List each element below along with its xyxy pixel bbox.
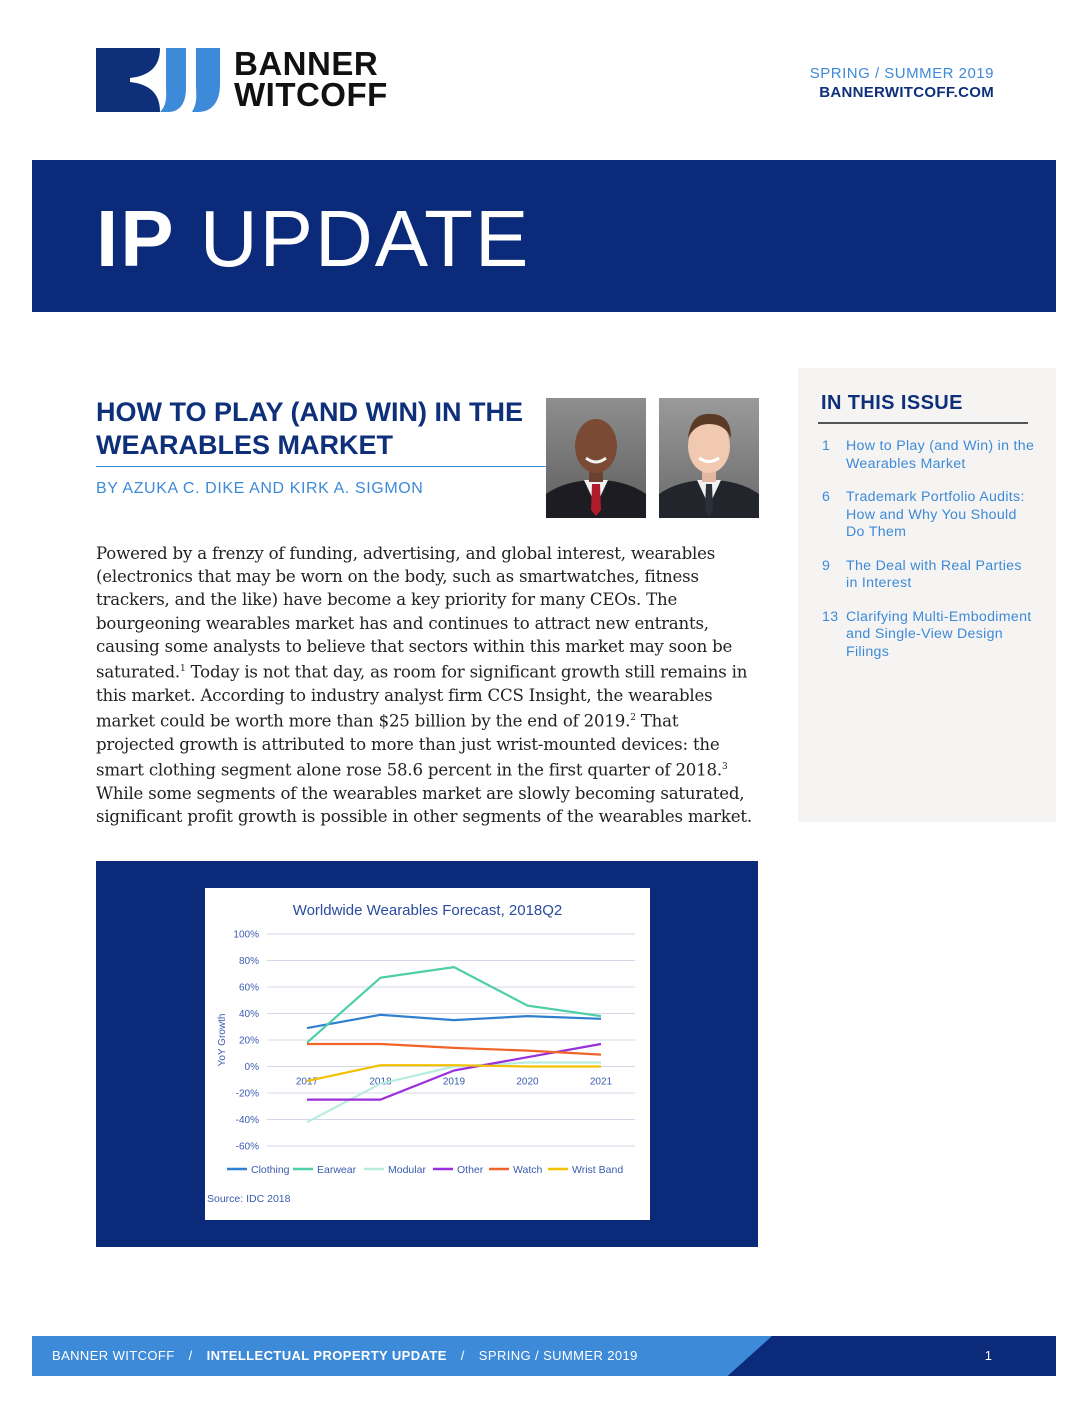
chart-title: Worldwide Wearables Forecast, 2018Q2 xyxy=(292,902,563,919)
y-tick-label: 20% xyxy=(238,1035,259,1047)
y-tick-label: 0% xyxy=(244,1062,259,1073)
toc-page-number: 6 xyxy=(822,489,831,505)
footer-brand: BANNER WITCOFF xyxy=(52,1348,175,1363)
logo-line-2: WITCOFF xyxy=(234,76,388,113)
chart-card xyxy=(205,888,650,1220)
toc-item-title: Clarifying Multi-Embodiment and Single-View Design Filings xyxy=(846,608,1032,660)
series-line-watch xyxy=(307,1044,601,1055)
toc-page-number: 9 xyxy=(822,557,831,574)
author-photo-1 xyxy=(546,398,646,518)
legend-label: Clothing xyxy=(251,1164,290,1176)
x-tick-label: 2020 xyxy=(516,1076,539,1088)
legend-label: Wrist Band xyxy=(572,1164,624,1176)
y-tick-label: 100% xyxy=(233,929,259,941)
toc-page-number: 1 xyxy=(822,438,831,454)
footer-separator: / xyxy=(460,1348,465,1363)
legend-label: Watch xyxy=(513,1164,543,1176)
footer-season: SPRING / SUMMER 2019 xyxy=(478,1348,638,1363)
article-byline: BY AZUKA C. DIKE AND KIRK A. SIGMON xyxy=(96,480,424,497)
x-tick-label: 2017 xyxy=(295,1076,319,1088)
chart-source: Source: IDC 2018 xyxy=(207,1193,291,1205)
title-banner xyxy=(32,160,1056,312)
article-body xyxy=(96,542,758,828)
y-tick-label: -20% xyxy=(235,1088,259,1100)
y-tick-label: 60% xyxy=(238,982,259,994)
toc-item-title: How to Play (and Win) in the Wearables Market xyxy=(846,438,1035,472)
toc-page-number: 13 xyxy=(822,608,839,625)
page-number: 1 xyxy=(984,1348,992,1363)
footnote-ref-3[interactable]: 3 xyxy=(721,761,728,772)
sidebar-title: IN THIS ISSUE xyxy=(821,392,963,414)
body-segment-3: That projected growth is attributed to more than just wrist-mounted devices: the smart clothing segment alone rose 58.6 percent in the first quarter of 2018. xyxy=(96,711,722,780)
legend-label: Modular xyxy=(388,1164,426,1176)
footer-publication: INTELLECTUAL PROPERTY UPDATE xyxy=(206,1348,447,1363)
footnote-ref-1[interactable]: 1 xyxy=(179,664,186,675)
page-footer xyxy=(32,1336,1056,1376)
newsletter-title-bold: IP xyxy=(96,194,176,283)
toc-item-title: The Deal with Real Parties in Interest xyxy=(846,557,1022,591)
body-segment-2: Today is not that day, as room for significant growth still remains in this market. According to industry analyst firm CCS Insight, the wearables market could be worth more than $25 billion by the end of 2019. xyxy=(96,662,748,731)
body-segment-4: While some segments of the wearables market are slowly becoming saturated, significant profit growth is possible in other segments of the wearables market. xyxy=(96,783,752,826)
wearables-forecast-chart xyxy=(205,888,650,1220)
y-tick-label: -60% xyxy=(235,1141,259,1153)
y-tick-label: -40% xyxy=(235,1115,259,1126)
edition-season: SPRING / SUMMER 2019 xyxy=(809,65,994,82)
x-tick-label: 2018 xyxy=(369,1076,392,1088)
logo-wordmark xyxy=(234,45,388,113)
banner-witcoff-logo-mark xyxy=(96,48,228,112)
series-line-clothing xyxy=(307,1015,601,1028)
headline-divider xyxy=(96,466,546,467)
body-segment-1: Powered by a frenzy of funding, advertising, and global interest, wearables (electronics that may be worn on the body, such as smartwatches, fitness trackers, and the like) have become a key priority for many CEOs. The bourgeoning wearables market has and continues to attract new entrants, causing some analysts to believe that sectors within this market may soon be saturated. xyxy=(96,544,733,682)
y-tick-label: 80% xyxy=(238,956,259,967)
x-tick-label: 2021 xyxy=(589,1076,613,1088)
author-photo-2 xyxy=(659,398,759,518)
legend-label: Other xyxy=(457,1164,484,1176)
banner-witcoff-logo xyxy=(96,45,426,114)
in-this-issue-sidebar xyxy=(798,368,1056,822)
series-line-earwear xyxy=(307,967,601,1043)
legend-label: Earwear xyxy=(317,1164,357,1176)
toc-item[interactable] xyxy=(822,558,1037,593)
y-axis-label: YoY Growth xyxy=(217,1013,228,1067)
x-tick-label: 2019 xyxy=(442,1076,466,1088)
edition-info xyxy=(810,64,994,102)
website-link[interactable]: BANNERWITCOFF.COM xyxy=(819,84,994,101)
toc-item[interactable] xyxy=(822,609,1037,662)
newsletter-title-light: UPDATE xyxy=(199,194,531,283)
newsletter-title xyxy=(96,196,530,282)
logo-line-1: BANNER xyxy=(234,45,379,82)
toc-item[interactable] xyxy=(822,438,1037,473)
sidebar-divider xyxy=(818,422,1028,424)
footer-text xyxy=(52,1348,638,1363)
footnote-ref-2[interactable]: 2 xyxy=(630,712,636,723)
footer-separator: / xyxy=(188,1348,193,1363)
article-headline: HOW TO PLAY (AND WIN) IN THE WEARABLES MARKET xyxy=(96,397,524,460)
chart-panel xyxy=(96,861,758,1247)
y-tick-label: 40% xyxy=(238,1009,259,1020)
toc-list xyxy=(822,438,1037,677)
toc-item-title: Trademark Portfolio Audits: How and Why You Should Do Them xyxy=(846,489,1025,540)
toc-item[interactable] xyxy=(822,489,1037,542)
